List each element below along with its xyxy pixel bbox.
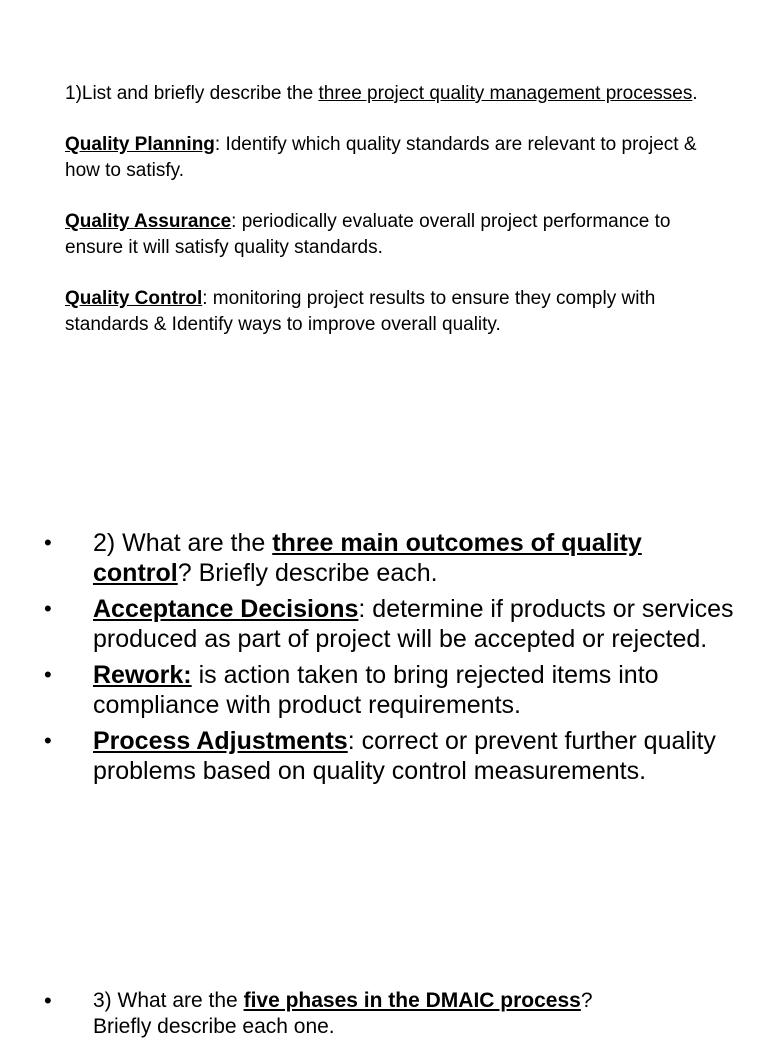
question-2-prefix: 2) What are the bbox=[93, 529, 273, 557]
term-acceptance-decisions: Acceptance Decisions bbox=[93, 595, 359, 623]
question-3-emphasis: five phases in the DMAIC process bbox=[243, 989, 581, 1012]
desc-quality-assurance: : periodically evaluate overall project performance to ensure it will satisfy quality standards. bbox=[65, 211, 671, 258]
bullet-icon: • bbox=[44, 530, 52, 555]
desc-quality-planning: : Identify which quality standards are relevant to project & how to satisfy. bbox=[65, 134, 697, 181]
answer-quality-control bbox=[65, 286, 705, 338]
term-quality-assurance: Quality Assurance bbox=[65, 211, 232, 232]
question-1-suffix: . bbox=[692, 83, 698, 104]
desc-quality-control: : monitoring project results to ensure they comply with standards & Identify ways to improve overall quality. bbox=[65, 288, 656, 335]
question-2-emphasis: three main outcomes of quality control bbox=[93, 529, 642, 587]
desc-process-adjustments: : correct or prevent further quality problems based on quality control measurements. bbox=[93, 727, 716, 785]
bullet-icon: • bbox=[44, 596, 52, 621]
bullet-acceptance-decisions bbox=[44, 594, 734, 654]
term-rework: Rework: bbox=[93, 661, 192, 689]
question-2-suffix: ? Briefly describe each. bbox=[177, 559, 438, 587]
term-quality-control: Quality Control bbox=[65, 288, 203, 309]
answer-quality-planning bbox=[65, 132, 705, 184]
section-quality-management-processes bbox=[65, 81, 705, 363]
bullet-question-2 bbox=[44, 528, 734, 588]
bullet-icon: • bbox=[44, 988, 52, 1013]
question-3-line2: Briefly describe each one. bbox=[93, 1015, 335, 1038]
question-1 bbox=[65, 81, 705, 107]
question-3-suffix: ? bbox=[580, 989, 593, 1012]
term-quality-planning: Quality Planning bbox=[65, 134, 215, 155]
desc-rework: is action taken to bring rejected items into compliance with product requirements. bbox=[93, 661, 659, 719]
section-quality-control-outcomes bbox=[44, 528, 734, 792]
desc-acceptance-decisions: : determine if products or services produced as part of project will be accepted or rejected. bbox=[93, 595, 734, 653]
bullet-process-adjustments bbox=[44, 726, 734, 786]
bullet-rework bbox=[44, 660, 734, 720]
term-process-adjustments: Process Adjustments bbox=[93, 727, 348, 755]
bullet-icon: • bbox=[44, 662, 52, 687]
bullet-icon: • bbox=[44, 728, 52, 753]
answer-quality-assurance bbox=[65, 209, 705, 261]
question-3-prefix: 3) What are the bbox=[93, 989, 244, 1012]
section-dmaic-phases bbox=[44, 988, 734, 1040]
question-1-prefix: 1)List and briefly describe the bbox=[65, 83, 319, 104]
question-1-underlined: three project quality management processes bbox=[318, 83, 693, 104]
bullet-question-3 bbox=[44, 988, 734, 1040]
